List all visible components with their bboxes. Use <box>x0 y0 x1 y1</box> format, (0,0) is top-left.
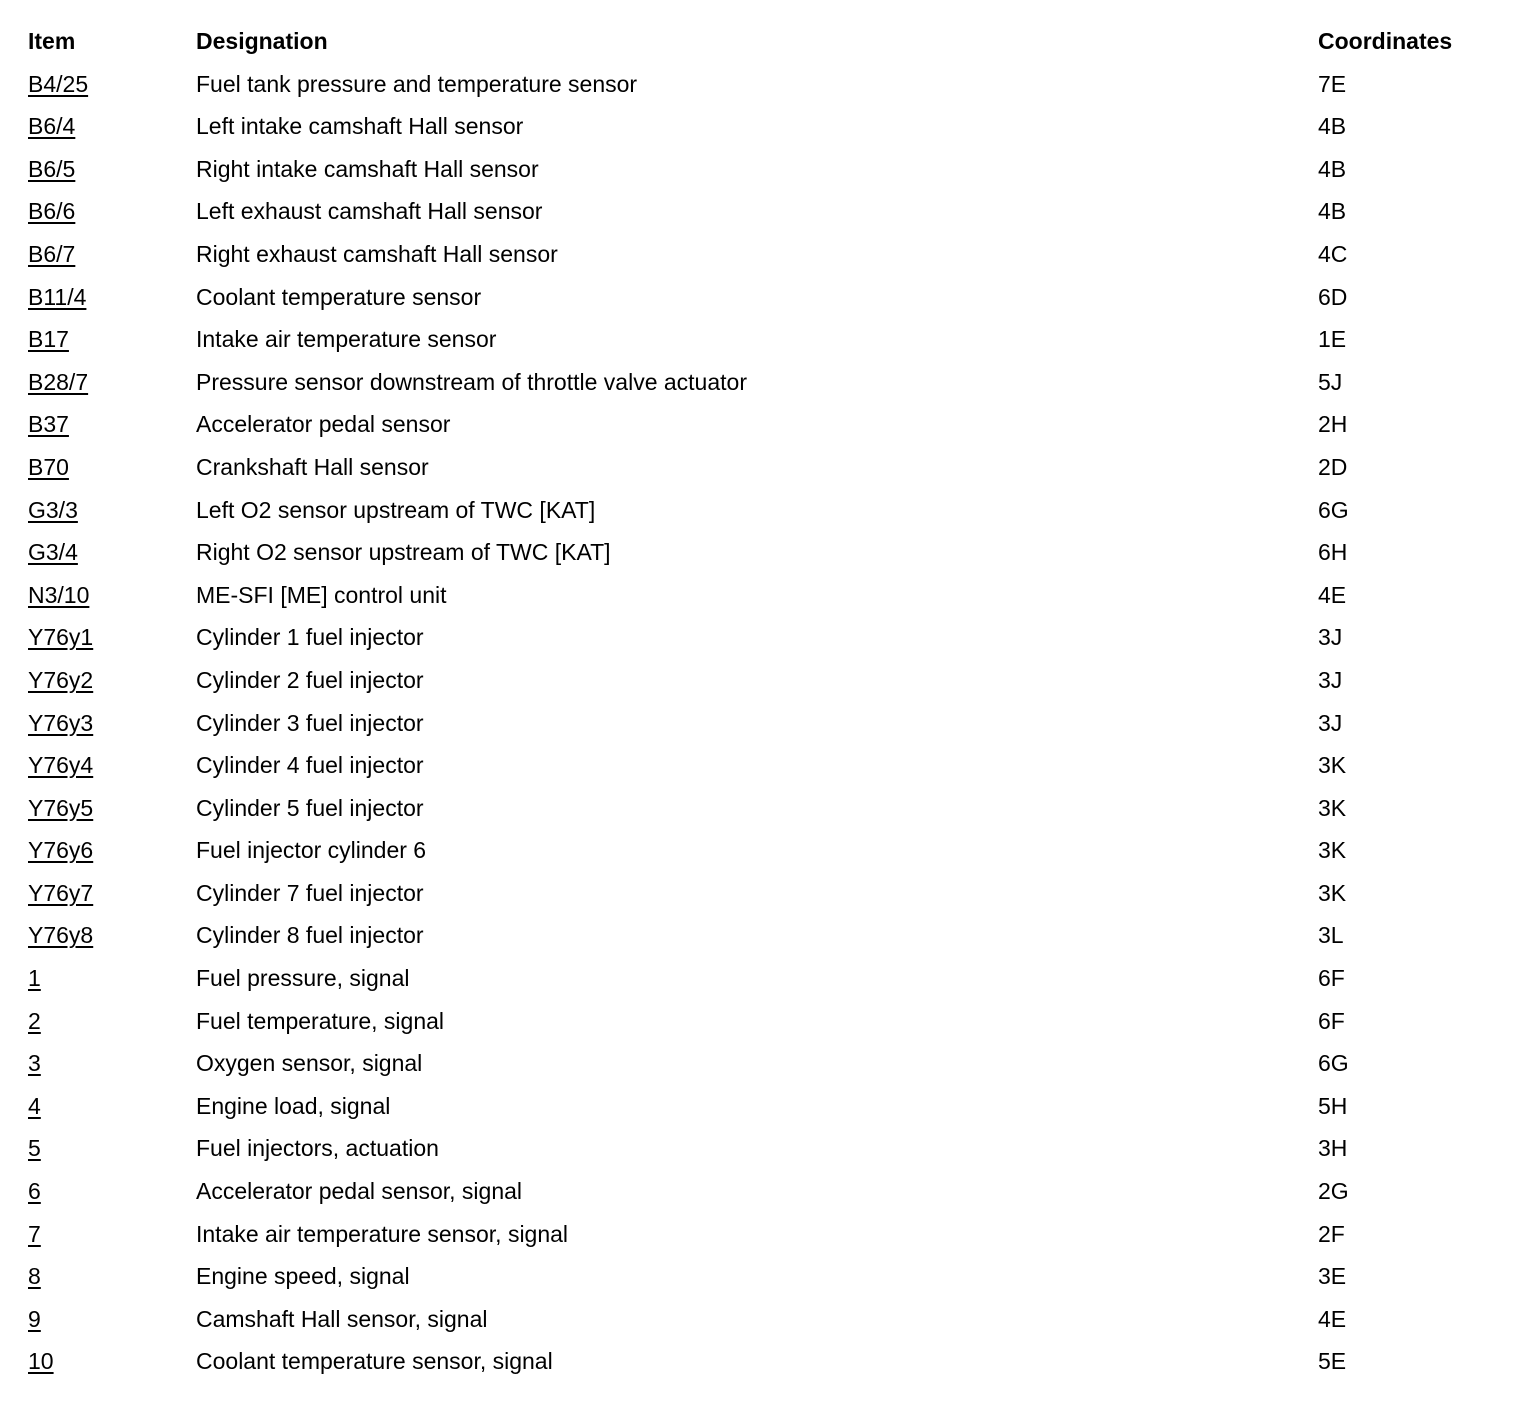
table-row <box>28 1255 1498 1298</box>
coordinates-text: 6D <box>1318 283 1348 310</box>
item-link[interactable]: Y76y8 <box>28 922 94 949</box>
designation-text: Accelerator pedal sensor, signal <box>196 1178 523 1205</box>
table-row <box>28 531 1498 574</box>
designation-text: Cylinder 7 fuel injector <box>196 879 424 906</box>
item-link[interactable]: Y76y5 <box>28 794 94 821</box>
item-link[interactable]: Y76y3 <box>28 709 94 736</box>
coordinates-text: 6H <box>1318 539 1348 566</box>
designation-text: Intake air temperature sensor, signal <box>196 1220 569 1247</box>
coordinates-text: 5H <box>1318 1092 1348 1119</box>
designation-text: Engine load, signal <box>196 1092 391 1119</box>
table-row <box>28 233 1498 276</box>
designation-text: Cylinder 3 fuel injector <box>196 709 424 736</box>
item-link[interactable]: Y76y6 <box>28 837 94 864</box>
item-link[interactable]: 10 <box>28 1348 54 1375</box>
item-link[interactable]: Y76y4 <box>28 752 94 779</box>
coordinates-text: 3K <box>1318 879 1347 906</box>
item-link[interactable]: 6 <box>28 1178 41 1205</box>
table-row <box>28 829 1498 872</box>
table-row <box>28 787 1498 830</box>
table-row <box>28 63 1498 106</box>
coordinates-text: 5E <box>1318 1348 1347 1375</box>
table-row <box>28 744 1498 787</box>
item-link[interactable]: B6/5 <box>28 155 76 182</box>
item-link[interactable]: B6/7 <box>28 240 76 267</box>
table-row <box>28 616 1498 659</box>
designation-text: Cylinder 8 fuel injector <box>196 922 424 949</box>
table-row <box>28 1000 1498 1043</box>
designation-text: Fuel temperature, signal <box>196 1007 445 1034</box>
designation-text: Left O2 sensor upstream of TWC [KAT] <box>196 496 596 523</box>
coordinates-text: 5J <box>1318 368 1343 395</box>
table-row <box>28 574 1498 617</box>
designation-text: Cylinder 1 fuel injector <box>196 624 424 651</box>
item-link[interactable]: Y76y1 <box>28 624 94 651</box>
designation-text: Left exhaust camshaft Hall sensor <box>196 198 543 225</box>
item-link[interactable]: G3/3 <box>28 496 78 523</box>
coordinates-text: 6G <box>1318 496 1349 523</box>
coordinates-text: 3J <box>1318 709 1343 736</box>
table-row <box>28 1085 1498 1128</box>
item-link[interactable]: N3/10 <box>28 581 90 608</box>
item-link[interactable]: 9 <box>28 1305 41 1332</box>
table-row <box>28 276 1498 319</box>
coordinates-text: 4E <box>1318 581 1347 608</box>
coordinates-text: 2H <box>1318 411 1348 438</box>
table-row <box>28 446 1498 489</box>
table-row <box>28 1042 1498 1085</box>
table-row <box>28 318 1498 361</box>
coordinates-text: 2D <box>1318 453 1348 480</box>
table-body <box>28 63 1498 1383</box>
coordinates-text: 4B <box>1318 113 1347 140</box>
coordinates-text: 3K <box>1318 794 1347 821</box>
coordinates-text: 6G <box>1318 1050 1349 1077</box>
table-row <box>28 105 1498 148</box>
coordinates-text: 3K <box>1318 837 1347 864</box>
coordinates-text: 2F <box>1318 1220 1345 1247</box>
item-link[interactable]: B37 <box>28 411 69 438</box>
table-row <box>28 957 1498 1000</box>
designation-text: Crankshaft Hall sensor <box>196 453 429 480</box>
item-link[interactable]: B6/6 <box>28 198 76 225</box>
item-link[interactable]: 7 <box>28 1220 41 1247</box>
coordinates-text: 6F <box>1318 1007 1345 1034</box>
designation-text: Camshaft Hall sensor, signal <box>196 1305 488 1332</box>
table-row <box>28 659 1498 702</box>
item-link[interactable]: Y76y7 <box>28 879 94 906</box>
table-row <box>28 702 1498 745</box>
table-row <box>28 1340 1498 1383</box>
table-row <box>28 1127 1498 1170</box>
designation-text: Cylinder 4 fuel injector <box>196 752 424 779</box>
item-link[interactable]: 8 <box>28 1263 41 1290</box>
designation-text: Right intake camshaft Hall sensor <box>196 155 539 182</box>
coordinates-text: 2G <box>1318 1178 1349 1205</box>
table-header <box>28 20 1498 63</box>
coordinates-text: 3J <box>1318 666 1343 693</box>
coordinates-text: 6F <box>1318 965 1345 992</box>
table-row <box>28 1170 1498 1213</box>
designation-text: Cylinder 2 fuel injector <box>196 666 424 693</box>
coordinates-text: 3L <box>1318 922 1344 949</box>
item-link[interactable]: B28/7 <box>28 368 89 395</box>
designation-text: Right O2 sensor upstream of TWC [KAT] <box>196 539 611 566</box>
legend-table <box>28 20 1498 1383</box>
coordinates-text: 3E <box>1318 1263 1347 1290</box>
coordinates-text: 4B <box>1318 198 1347 225</box>
designation-text: Accelerator pedal sensor <box>196 411 451 438</box>
coordinates-text: 4E <box>1318 1305 1347 1332</box>
item-link[interactable]: G3/4 <box>28 539 78 566</box>
header-item: Item <box>28 28 76 54</box>
item-link[interactable]: 2 <box>28 1007 41 1034</box>
item-link[interactable]: Y76y2 <box>28 666 94 693</box>
designation-text: Left intake camshaft Hall sensor <box>196 113 524 140</box>
item-link[interactable]: B17 <box>28 326 69 353</box>
table-row <box>28 872 1498 915</box>
coordinates-text: 3H <box>1318 1135 1348 1162</box>
coordinates-text: 3K <box>1318 752 1347 779</box>
item-link[interactable]: 1 <box>28 965 41 992</box>
table-row <box>28 190 1498 233</box>
table-row <box>28 1213 1498 1256</box>
table-row <box>28 1298 1498 1341</box>
designation-text: Cylinder 5 fuel injector <box>196 794 424 821</box>
coordinates-text: 4B <box>1318 155 1347 182</box>
designation-text: Pressure sensor downstream of throttle valve actuator <box>196 368 747 395</box>
item-link[interactable]: 5 <box>28 1135 41 1162</box>
item-link[interactable]: B6/4 <box>28 113 76 140</box>
table-row <box>28 489 1498 532</box>
designation-text: Engine speed, signal <box>196 1263 410 1290</box>
designation-text: Intake air temperature sensor <box>196 326 497 353</box>
item-link[interactable]: 3 <box>28 1050 41 1077</box>
designation-text: Coolant temperature sensor <box>196 283 482 310</box>
designation-text: Fuel tank pressure and temperature sensor <box>196 70 638 97</box>
designation-text: Coolant temperature sensor, signal <box>196 1348 553 1375</box>
item-link[interactable]: B11/4 <box>28 283 87 310</box>
table-row <box>28 361 1498 404</box>
designation-text: Fuel injectors, actuation <box>196 1135 439 1162</box>
coordinates-text: 4C <box>1318 240 1348 267</box>
coordinates-text: 1E <box>1318 326 1347 353</box>
designation-text: ME-SFI [ME] control unit <box>196 581 447 608</box>
coordinates-text: 7E <box>1318 70 1347 97</box>
table-row <box>28 148 1498 191</box>
item-link[interactable]: B4/25 <box>28 70 89 97</box>
designation-text: Fuel pressure, signal <box>196 965 410 992</box>
table-row <box>28 403 1498 446</box>
designation-text: Oxygen sensor, signal <box>196 1050 423 1077</box>
coordinates-text: 3J <box>1318 624 1343 651</box>
table-row <box>28 914 1498 957</box>
item-link[interactable]: B70 <box>28 453 69 480</box>
item-link[interactable]: 4 <box>28 1092 41 1119</box>
designation-text: Fuel injector cylinder 6 <box>196 837 427 864</box>
header-coordinates: Coordinates <box>1318 28 1453 54</box>
header-designation: Designation <box>196 28 328 54</box>
designation-text: Right exhaust camshaft Hall sensor <box>196 240 558 267</box>
